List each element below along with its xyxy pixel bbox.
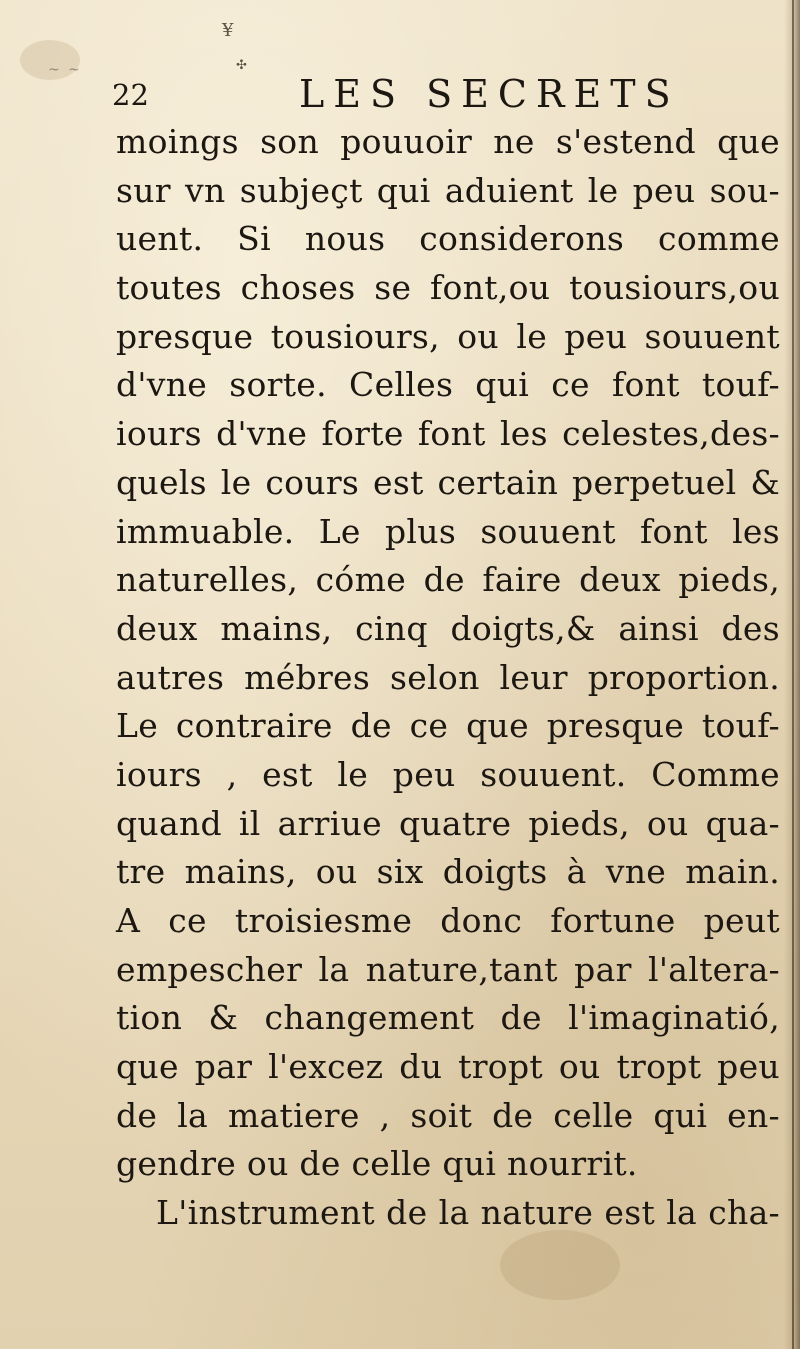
text-line: uent. Si nous considerons comme — [116, 219, 780, 259]
text-line: naturelles, cóme de faire deux pieds, — [116, 560, 780, 600]
text-line: quand il arriue quatre pieds, ou qua- — [116, 803, 780, 843]
text-line: immuable. Le plus souuent font les — [116, 511, 780, 551]
page-header — [112, 72, 772, 122]
text-line: presque tousiours, ou le peu souuent — [116, 316, 780, 356]
ink-mark-icon: ~ ~ — [48, 62, 82, 78]
text-line: moings son pouuoir ne s'estend que — [116, 122, 780, 161]
text-line: deux mains, cinq doigts,& ainsi des — [116, 608, 780, 648]
text-line: sur vn subjeçt qui aduient le peu sou- — [116, 170, 780, 210]
paper-stain — [500, 1230, 620, 1300]
text-line: gendre ou de celle qui nourrit. — [116, 1144, 638, 1184]
text-line: tion & changement de l'imaginatió, — [116, 998, 780, 1038]
text-line: empescher la nature,tant par l'altera- — [116, 949, 780, 989]
page-number: 22 — [112, 78, 149, 112]
text-line: toutes choses se font,ou tousiours,ou — [116, 268, 780, 308]
text-line: de la matiere , soit de celle qui en- — [116, 1095, 780, 1135]
text-line: iours d'vne forte font les celestes,des- — [116, 414, 780, 454]
text-line: tre mains, ou six doigts à vne main. — [116, 852, 780, 892]
text-line: d'vne sorte. Celles qui ce font touf- — [116, 365, 780, 405]
text-line: L'instrument de la nature est la cha- — [156, 1193, 780, 1233]
text-line: A ce troisiesme donc fortune peut — [116, 901, 780, 940]
ink-mark-icon: ✣ — [236, 58, 247, 73]
text-line: iours , est le peu souuent. Comme — [116, 754, 780, 794]
text-line: Le contraire de ce que presque touf- — [116, 706, 780, 746]
text-line: que par l'excez du tropt ou tropt peu — [116, 1047, 780, 1087]
text-line: quels le cours est certain perpetuel & — [116, 462, 780, 502]
running-head: LES SECRETS — [299, 72, 680, 116]
text-line: autres mébres selon leur proportion. — [116, 657, 780, 697]
body-text — [116, 118, 780, 1238]
page-edge — [792, 0, 794, 1349]
ink-mark-icon: ¥ — [222, 20, 234, 41]
